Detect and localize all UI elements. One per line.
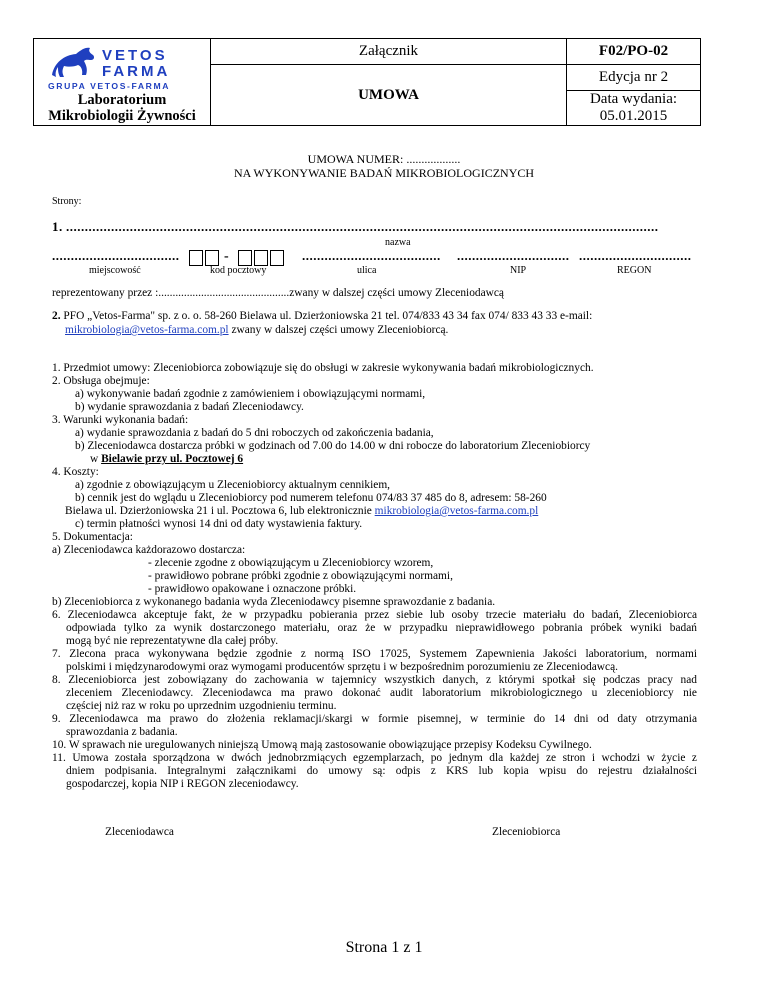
term-11-line2: dniem podpisania. Integralnymi załącznikami do umowy są: odpis z KRS lub kopia wpisu do rejestru działalności: [66, 765, 697, 777]
term-4b-address: Bielawa ul. Dzierżoniowska 21 i ul. Pocztowa 6, lub elektronicznie mikrobiologia@vetos-farma.com.pl: [65, 505, 539, 517]
nip-field[interactable]: ..............................: [457, 248, 570, 263]
term-3a: a) wydanie sprawozdania z badań do 5 dni roboczych od zakończenia badania,: [75, 427, 434, 439]
edition: Edycja nr 2: [567, 65, 701, 91]
vetos-farma-logo: [46, 45, 201, 91]
city-field[interactable]: ..................................: [52, 248, 180, 263]
contract-number: UMOWA NUMER: ..................: [307, 152, 461, 166]
term-5a-3: - prawidłowo opakowane i oznaczone próbki.: [148, 583, 357, 595]
term-3b-location: w Bielawie przy ul. Pocztowej 6: [90, 453, 244, 465]
term-9-line2: sprawozdania z badania.: [66, 726, 178, 738]
term-2a: a) wykonywanie badań zgodnie z zamówieniem i obowiązującymi normami,: [75, 388, 426, 400]
term-4a: a) zgodnie z obowiązującym u Zleceniobiorcy aktualnym cennikiem,: [75, 479, 391, 491]
attachment-label: Załącznik: [211, 39, 567, 65]
term-5a-1: - zlecenie zgodne z obowiązującym u Zleceniobiorcy wzorem,: [148, 557, 434, 569]
term-11-line3: gospodarczej, kopia NIP i REGON zleceniodawcy.: [66, 778, 299, 790]
logo-farma: FARMA: [102, 63, 171, 80]
postal-box-4[interactable]: [254, 250, 268, 266]
contract-subject: NA WYKONYWANIE BADAŃ MIKROBIOLOGICZNYCH: [233, 166, 535, 180]
term-6-line2: odpowiada tylko za wynik dostarczonego materiału, oraz że w przypadku nieprawidłowego pobrania próbek wyniki badań: [66, 622, 697, 634]
nip-label: NIP: [510, 265, 527, 276]
city-label: miejscowość: [89, 265, 141, 276]
form-code: F02/PO-02: [567, 39, 701, 65]
postal-box-1[interactable]: [189, 250, 203, 266]
street-field[interactable]: .....................................: [302, 248, 441, 263]
postal-label: kod pocztowy: [210, 265, 267, 276]
term-1: 1. Przedmiot umowy: Zleceniobiorca zobowiązuje się do obsługi w zakresie wykonywania badań mikrobiologicznych.: [52, 362, 594, 374]
regon-field[interactable]: ..............................: [579, 248, 692, 263]
parties-label: Strony:: [52, 196, 82, 207]
term-4: 4. Koszty:: [52, 466, 99, 478]
postal-dash: -: [224, 249, 229, 264]
logo-vetos: VETOS: [102, 47, 168, 64]
issue-date: 05.01.2015: [599, 108, 668, 124]
party2-line2: mikrobiologia@vetos-farma.com.pl zwany w dalszej części umowy Zleceniobiorcą.: [65, 324, 449, 336]
lab-name: Laboratorium Mikrobiologii Żywności: [48, 92, 196, 124]
party2-email-link[interactable]: mikrobiologia@vetos-farma.com.pl: [65, 324, 229, 336]
term-6-line3: mogą być nie reprezentatywne dla całej próby.: [66, 635, 279, 647]
term-4b-email-link[interactable]: mikrobiologia@vetos-farma.com.pl: [374, 505, 539, 517]
street-label: ulica: [357, 265, 377, 276]
term-3: 3. Warunki wykonania badań:: [52, 414, 189, 426]
term-8-line3: częściej niż raz w roku po uprzednim uzgodnieniu terminu.: [66, 700, 337, 712]
party1-number: 1.: [52, 219, 63, 234]
issue-date-cell: [567, 91, 701, 126]
term-9-line1: 9. Zleceniodawca ma prawo do złożenia reklamacji/skargi w formie pisemnej, w terminie do 14 dni od daty otrzymania: [52, 713, 697, 725]
header-table: [33, 38, 701, 126]
postal-box-2[interactable]: [205, 250, 219, 266]
regon-label: REGON: [617, 265, 652, 276]
page-number: Strona 1 z 1: [345, 939, 423, 956]
term-7-line1: 7. Zlecona praca wykonywana będzie zgodnie z normą ISO 17025, Systemem Zapewnienia Jakości laboratorium, normami: [52, 648, 697, 660]
signature-client: Zleceniodawca: [105, 826, 174, 838]
term-5a: a) Zleceniodawca każdorazowo dostarcza:: [52, 544, 246, 556]
signature-contractor: Zleceniobiorca: [492, 826, 561, 838]
postal-box-5[interactable]: [270, 250, 284, 266]
term-8-line2: zleceniem Zleceniodawcy. Zleceniodawca ma prawo dokonać audit laboratorium mikrobiologicznego u zleceniobiorcy nie: [66, 687, 697, 699]
term-2b: b) wydanie sprawozdania z badań Zleceniodawcy.: [75, 401, 304, 413]
term-11-line1: 11. Umowa została sporządzona w dwóch jednobrzmiących egzemplarzach, po jednym dla każdej ze stron i wchodzi w życie z: [52, 752, 697, 764]
term-3b: b) Zleceniodawca dostarcza próbki w godzinach od 7.00 do 14.00 w dni robocze do laboratorium Zleceniobiorcy: [75, 440, 591, 452]
term-8-line1: 8. Zleceniobiorca jest zobowiązany do zachowania w tajemnicy wszystkich danych, z którymi spotkał się podczas pracy nad: [52, 674, 697, 686]
issue-label: Data wydania:: [589, 91, 678, 107]
party1-name-field[interactable]: ..............................................................................................................................................................: [66, 219, 659, 234]
term-6-line1: 6. Zleceniodawca akceptuje fakt, że w przypadku pobierania przez siebie lub osoby trzecie materiału do badań, Zleceniobiorca: [52, 609, 697, 621]
represented-line: reprezentowany przez :..............................................zwany w dalszej części umowy Zleceniodawcą: [52, 287, 504, 299]
name-label: nazwa: [385, 237, 411, 248]
term-4c: c) termin płatności wynosi 14 dni od daty wystawienia faktury.: [75, 518, 363, 530]
term-5b: b) Zleceniobiorca z wykonanego badania wyda Zleceniodawcy pisemne sprawozdanie z badania.: [52, 596, 496, 608]
logo-group: GRUPA VETOS-FARMA: [48, 81, 171, 91]
horse-icon: [52, 48, 94, 77]
term-2: 2. Obsługa obejmuje:: [52, 375, 150, 387]
party2-line1: 2. PFO „Vetos-Farma" sp. z o. o. 58-260 Bielawa ul. Dzierżoniowska 21 tel. 074/833 43 34 fax 074/ 833 43 33 e-mail:: [52, 310, 593, 322]
postal-box-3[interactable]: [238, 250, 252, 266]
term-10: 10. W sprawach nie uregulowanych niniejszą Umową mają zastosowanie obowiązujące przepisy Kodeksu Cywilnego.: [52, 739, 592, 751]
doc-title: UMOWA: [211, 65, 567, 126]
logo-cell: [34, 39, 211, 126]
term-4b: b) cennik jest do wglądu u Zleceniobiorcy pod numerem telefonu 074/83 37 485 do 8, adresem: 58-260: [75, 492, 547, 504]
term-7-line2: polskimi i międzynarodowymi oraz wymogami producentów sprzętu i w bezpośrednim porozumieniu ze Zleceniodawcą.: [66, 661, 618, 673]
party2-number: 2.: [52, 310, 61, 322]
term-5a-2: - prawidłowo pobrane próbki zgodnie z obowiązującymi normami,: [148, 570, 453, 582]
term-5: 5. Dokumentacja:: [52, 531, 133, 543]
